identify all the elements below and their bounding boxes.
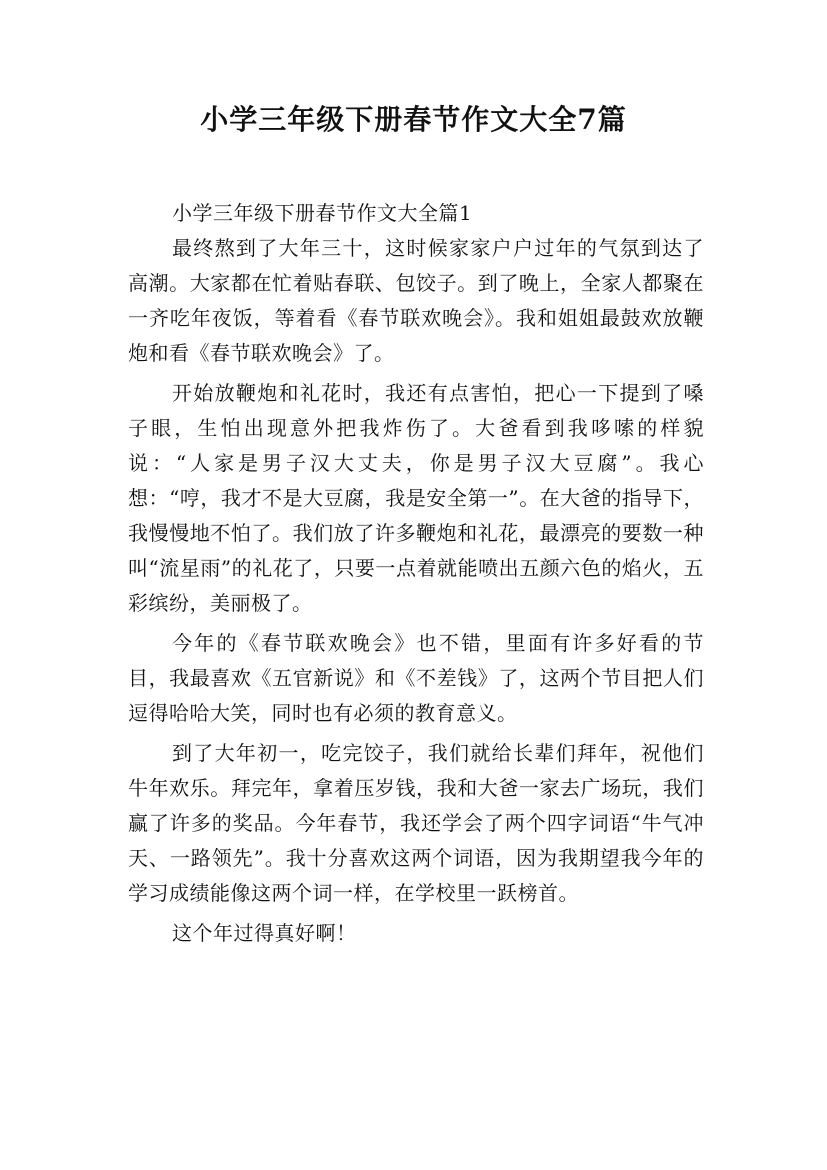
document-title: 小学三年级下册春节作文大全7篇 [200,103,627,136]
paragraph: 到了大年初一，吃完饺子，我们就给长辈们拜年，祝他们牛年欢乐。拜完年，拿着压岁钱，我和大爸一家去广场玩，我们赢了许多的奖品。今年春节，我还学会了两个四字词语“牛气冲天、一路领先”。我十分喜欢这两个词语，因为我期望我今年的学习成绩能像这两个词一样，在学校里一跃榜首。 [128,741,704,905]
paragraph: 开始放鞭炮和礼花时，我还有点害怕，把心一下提到了嗓子眼，生怕出现意外把我炸伤了。大爸看到我哆嗦的样貌说：“人家是男子汉大丈夫，你是男子汉大豆腐”。我心想：“哼，我才不是大豆腐，我是安全第一”。在大爸的指导下，我慢慢地不怕了。我们放了许多鞭炮和礼花，最漂亮的要数一种叫“流星雨”的礼花了，只要一点着就能喷出五颜六色的焰火，五彩缤纷，美丽极了。 [128,381,704,615]
paragraph: 今年的《春节联欢晚会》也不错，里面有许多好看的节目，我最喜欢《五官新说》和《不差钱》了，这两个节目把人们逗得哈哈大笑，同时也有必须的教育意义。 [128,631,704,725]
paragraph: 最终熬到了大年三十，这时候家家户户过年的气氛到达了高潮。大家都在忙着贴春联、包饺子。到了晚上，全家人都聚在一齐吃年夜饭，等着看《春节联欢晚会》。我和姐姐最鼓欢放鞭炮和看《春节联欢晚会》了。 [128,236,704,365]
article-body [128,196,704,956]
paragraph: 这个年过得真好啊！ [172,921,357,945]
article-subtitle: 小学三年级下册春节作文大全篇1 [172,201,473,225]
